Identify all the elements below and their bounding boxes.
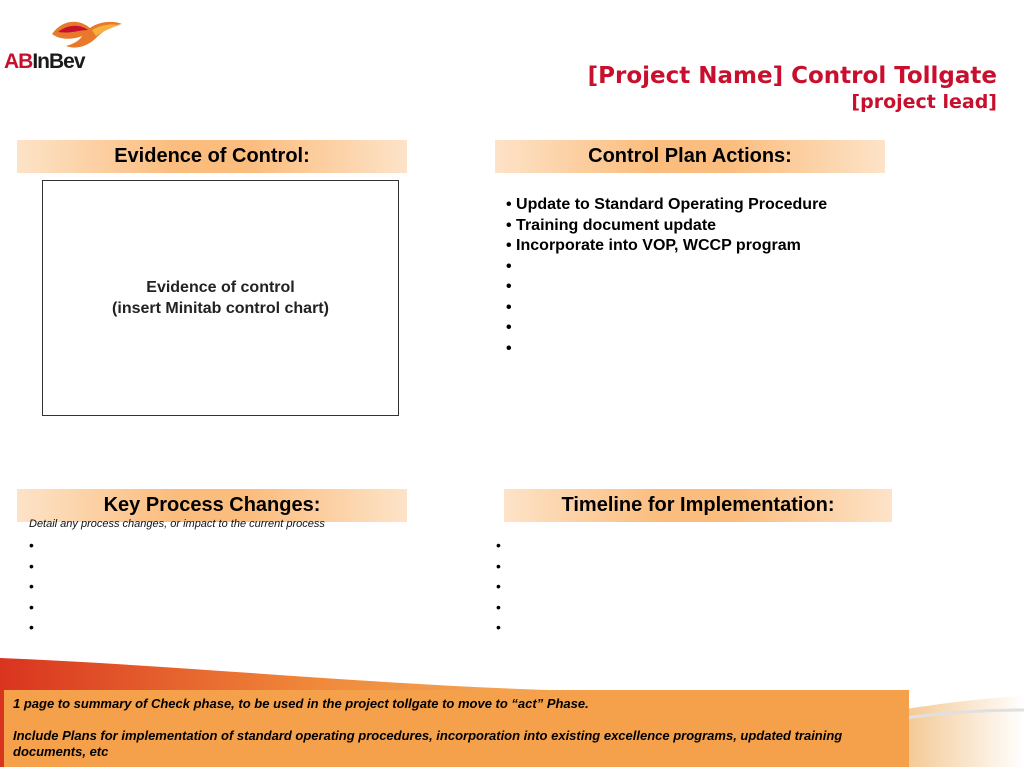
list-item [506, 339, 827, 360]
process-changes-list [29, 535, 34, 638]
list-item [29, 535, 34, 556]
list-item [29, 597, 34, 618]
list-item: • Incorporate into VOP, WCCP program [506, 236, 827, 257]
control-plan-actions-header: Control Plan Actions: [495, 140, 885, 173]
list-item [496, 597, 501, 618]
footer-line-2: Include Plans for implementation of standard operating procedures, incorporation into existing excellence programs, updated training documents, etc [13, 728, 843, 759]
list-item [29, 556, 34, 577]
list-item: • Training document update [506, 216, 827, 237]
evidence-placeholder-box [42, 180, 399, 416]
process-changes-note: Detail any process changes, or impact to the current process [29, 518, 325, 530]
list-item: • Update to Standard Operating Procedure [506, 195, 827, 216]
evidence-of-control-header: Evidence of Control: [17, 140, 407, 173]
list-item [506, 257, 827, 278]
footer-instructions [4, 690, 909, 767]
evidence-line-1: Evidence of control [146, 279, 295, 296]
list-item [496, 556, 501, 577]
list-item [29, 617, 34, 638]
list-item [506, 277, 827, 298]
control-plan-actions-list [506, 195, 827, 359]
list-item [496, 576, 501, 597]
footer-line-1: 1 page to summary of Check phase, to be used in the project tollgate to move to “act” Phase. [13, 696, 589, 711]
timeline-header: Timeline for Implementation: [504, 489, 892, 522]
list-item [29, 576, 34, 597]
page-subtitle: [project lead] [851, 91, 997, 113]
page-title-block [588, 62, 997, 114]
key-process-changes-header: Key Process Changes: [17, 489, 407, 522]
list-item [496, 617, 501, 638]
timeline-list [496, 535, 501, 638]
list-item [506, 318, 827, 339]
evidence-placeholder-text [112, 277, 329, 319]
bird-icon [48, 16, 124, 54]
abinbev-logo [4, 16, 124, 76]
list-item [506, 298, 827, 319]
evidence-line-2: (insert Minitab control chart) [112, 300, 329, 317]
page-title: [Project Name] Control Tollgate [587, 63, 997, 89]
logo-wordmark: ABInBev [4, 50, 85, 73]
list-item [496, 535, 501, 556]
